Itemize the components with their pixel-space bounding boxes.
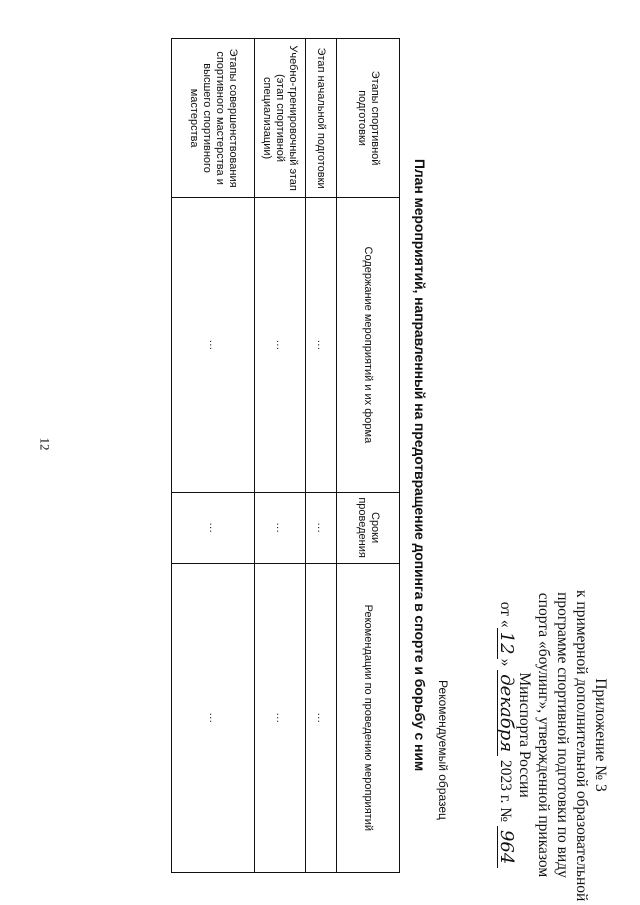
header-dates: Сроки проведения [337,492,400,563]
table-row [172,39,255,873]
header-recommendations: Рекомендации по проведению мероприятий [337,563,400,872]
content-cell: … [172,198,255,492]
dates-cell: … [306,492,337,563]
activities-plan-table [171,38,400,873]
order-date-line [496,590,515,880]
table-header-row [337,39,400,873]
order-year: 2023 г. № [497,760,514,823]
appendix-title: Приложение № 3 [592,678,609,792]
order-prefix: от « [497,601,514,628]
appendix-line-4: Минспорта России [516,672,533,798]
appendix-line-2: программе спортивной подготовки по виду [554,592,571,878]
order-day-handwritten: 12 [497,628,515,659]
recommendations-cell: … [255,563,306,872]
header-stages: Этапы спортивной подготовки [337,39,400,198]
recommendations-cell: … [306,563,337,872]
stage-cell: Учебно-тренировочный этап (этап спортивной специализации) [255,39,306,198]
page-number: 12 [37,437,53,451]
page-title: План мероприятий, направленный на предотвращение допинга в спорте и борьбу с ним [412,158,428,772]
stage-cell: Этап начальной подготовки [306,39,337,198]
appendix-header [496,590,610,902]
content-cell: … [255,198,306,492]
table-row [255,39,306,873]
order-month-handwritten: декабря [497,670,515,756]
order-mid: » [497,658,514,667]
content-cell: … [306,198,337,492]
order-number-handwritten: 964 [497,826,515,868]
appendix-line-1: к примерной дополнительной образовательной [573,590,590,902]
recommendations-cell: … [172,563,255,872]
dates-cell: … [172,492,255,563]
header-content: Содержание мероприятий и их форма [337,198,400,492]
stage-cell: Этапы совершенствования спортивного мастерства и высшего спортивного мастерства [172,39,255,198]
table-row [306,39,337,873]
dates-cell: … [255,492,306,563]
appendix-line-3: спорта «боулинг», утвержденной приказом [535,592,552,878]
rotated-page-content [10,30,610,900]
recommended-sample-label: Рекомендуемый образец [436,680,450,820]
